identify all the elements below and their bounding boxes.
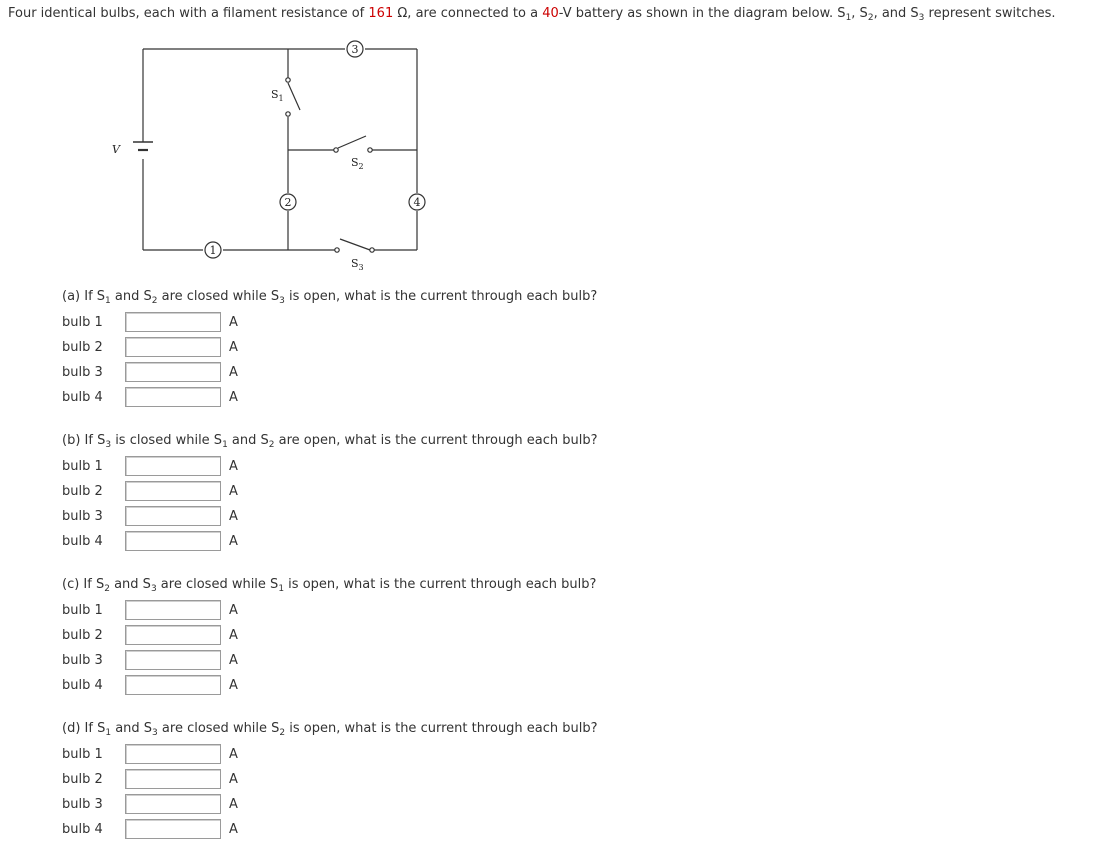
unit-label: A: [229, 534, 238, 549]
unit-label: A: [229, 772, 238, 787]
bulb-label: bulb 1: [62, 315, 103, 330]
question-text: is open, what is the current through each bulb?: [284, 577, 597, 592]
subscript: 1: [105, 728, 112, 738]
subscript: 2: [268, 440, 275, 450]
switch-letter: S: [351, 257, 359, 270]
answer-input-a-bulb3[interactable]: [125, 362, 221, 382]
unit-label: A: [229, 484, 238, 499]
answer-input-c-bulb4[interactable]: [125, 675, 221, 695]
question-text: is open, what is the current through each bulb?: [284, 289, 598, 304]
bulb-4: [409, 194, 425, 210]
answer-input-b-bulb1[interactable]: [125, 456, 221, 476]
answer-input-d-bulb3[interactable]: [125, 794, 221, 814]
switch-s2-label: [351, 156, 364, 171]
intro-text: Four identical bulbs, each with a filament resistance of: [8, 6, 369, 21]
unit-label: A: [229, 822, 238, 837]
subscript: 2: [104, 584, 110, 594]
subscript: 3: [105, 440, 112, 450]
answer-input-b-bulb2[interactable]: [125, 481, 221, 501]
unit-label: A: [229, 340, 238, 355]
unit-label: A: [229, 603, 238, 618]
bulb-2-label: 2: [284, 196, 292, 209]
voltage-value: 40: [542, 6, 559, 21]
question-text: is open, what is the current through each bulb?: [285, 721, 598, 736]
bulb-label: bulb 2: [62, 340, 103, 355]
bulb-4-label: 4: [413, 196, 421, 209]
subscript: 3: [150, 584, 157, 594]
unit-label: A: [229, 365, 238, 380]
bulb-label: bulb 4: [62, 534, 103, 549]
switch-letter: S: [351, 156, 359, 169]
unit-label: A: [229, 678, 238, 693]
subscript: 2: [358, 162, 364, 171]
switch-s1-label: [271, 88, 284, 103]
question-text: is closed while S: [111, 433, 223, 448]
answer-input-c-bulb3[interactable]: [125, 650, 221, 670]
unit-label: A: [229, 628, 238, 643]
unit-label: A: [229, 459, 238, 474]
intro-text: , and S: [873, 6, 919, 21]
unit-label: A: [229, 797, 238, 812]
subscript: 3: [918, 13, 925, 23]
bulb-label: bulb 2: [62, 628, 103, 643]
bulb-3: [347, 41, 363, 57]
resistance-value: 161: [368, 6, 394, 21]
question-text: (b) If S: [62, 433, 106, 448]
question-text: are closed while S: [156, 577, 279, 592]
unit-label: A: [229, 747, 238, 762]
switch-s1: [286, 78, 300, 116]
answer-input-a-bulb1[interactable]: [125, 312, 221, 332]
subscript: 3: [152, 728, 158, 738]
bulb-label: bulb 2: [62, 484, 103, 499]
subscript: 3: [358, 263, 364, 272]
problem-statement: [8, 6, 1056, 21]
answer-input-b-bulb3[interactable]: [125, 506, 221, 526]
question-text: (d) If S: [62, 721, 106, 736]
answer-input-d-bulb2[interactable]: [125, 769, 221, 789]
bulb-3-label: 3: [351, 43, 359, 56]
answer-input-b-bulb4[interactable]: [125, 531, 221, 551]
question-text: and S: [110, 289, 152, 304]
bulb-1: [205, 242, 221, 258]
intro-text: Ω, are connected to a: [393, 6, 543, 21]
question-a: [62, 289, 597, 304]
switch-s3-label: [351, 257, 364, 272]
question-text: (c) If S: [62, 577, 105, 592]
bulb-label: bulb 3: [62, 797, 103, 812]
answer-input-d-bulb1[interactable]: [125, 744, 221, 764]
circuit-diagram: [100, 38, 430, 278]
switch-s3: [335, 239, 374, 252]
bulb-label: bulb 1: [62, 747, 103, 762]
battery-symbol: [133, 142, 153, 150]
switch-letter: S: [271, 88, 279, 101]
bulb-label: bulb 1: [62, 603, 103, 618]
intro-text: -V battery as shown in the diagram below. S: [558, 6, 846, 21]
question-text: are closed while S: [157, 289, 280, 304]
subscript: 1: [845, 13, 852, 23]
battery-label: V: [112, 143, 120, 156]
subscript: 1: [105, 296, 111, 306]
bulb-label: bulb 2: [62, 772, 103, 787]
switch-s2: [334, 136, 372, 152]
subscript: 3: [279, 296, 285, 306]
unit-label: A: [229, 509, 238, 524]
answer-input-c-bulb2[interactable]: [125, 625, 221, 645]
bulb-label: bulb 1: [62, 459, 103, 474]
intro-text: , S: [851, 6, 868, 21]
answer-input-d-bulb4[interactable]: [125, 819, 221, 839]
question-b: [62, 433, 598, 448]
subscript: 2: [867, 13, 874, 23]
unit-label: A: [229, 315, 238, 330]
answer-input-c-bulb1[interactable]: [125, 600, 221, 620]
question-c: [62, 577, 596, 592]
answer-input-a-bulb2[interactable]: [125, 337, 221, 357]
subscript: 1: [278, 584, 285, 594]
intro-text: represent switches.: [924, 6, 1056, 21]
bulb-label: bulb 4: [62, 678, 103, 693]
unit-label: A: [229, 390, 238, 405]
question-text: (a) If S: [62, 289, 106, 304]
question-text: are open, what is the current through each bulb?: [274, 433, 598, 448]
question-d: [62, 721, 598, 736]
bulb-label: bulb 4: [62, 390, 103, 405]
question-text: and S: [109, 577, 151, 592]
bulb-label: bulb 3: [62, 365, 103, 380]
bulb-2: [280, 194, 296, 210]
bulb-label: bulb 3: [62, 653, 103, 668]
question-text: and S: [227, 433, 269, 448]
question-text: and S: [111, 721, 153, 736]
bulb-1-label: 1: [209, 244, 217, 257]
bulb-label: bulb 3: [62, 509, 103, 524]
bulb-label: bulb 4: [62, 822, 103, 837]
answer-input-a-bulb4[interactable]: [125, 387, 221, 407]
subscript: 1: [222, 440, 228, 450]
subscript: 2: [279, 728, 286, 738]
subscript: 2: [151, 296, 158, 306]
unit-label: A: [229, 653, 238, 668]
subscript: 1: [278, 94, 284, 103]
question-text: are closed while S: [157, 721, 280, 736]
